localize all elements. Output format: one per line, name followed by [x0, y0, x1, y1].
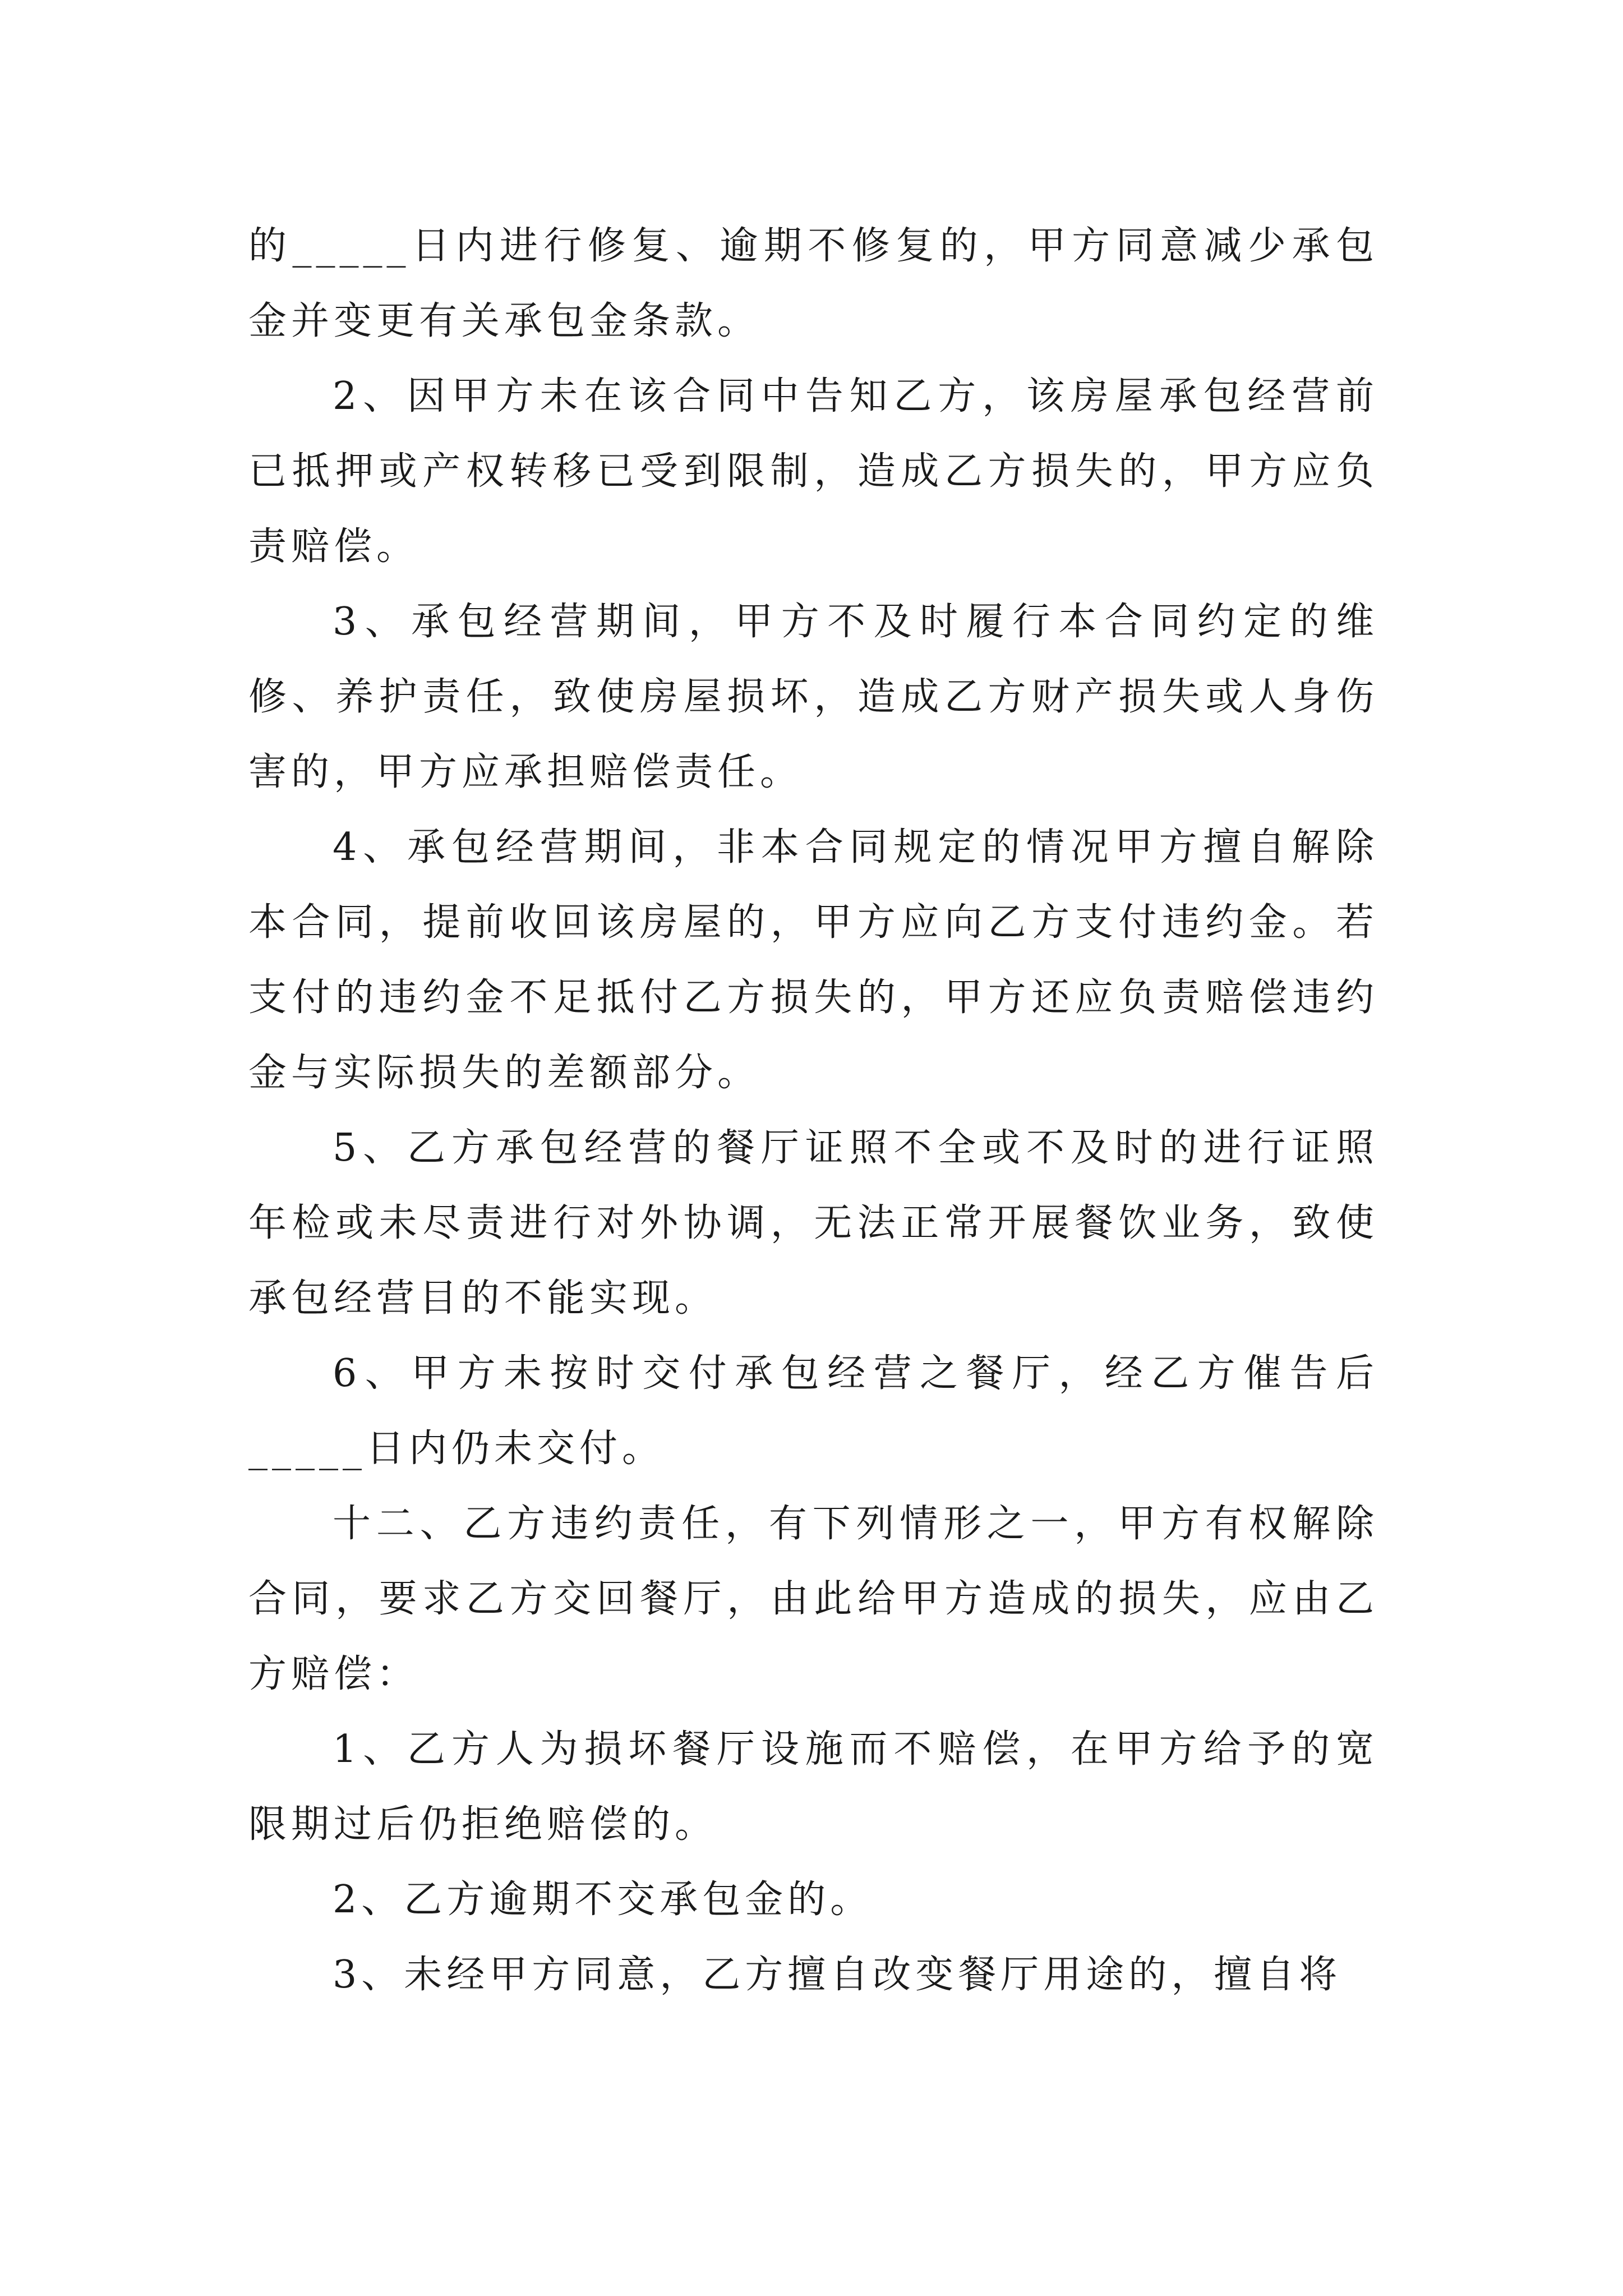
paragraph-section-12-item-2: 2、乙方逾期不交承包金的。 — [333, 1878, 873, 1922]
paragraph-clause-5: 5、乙方承包经营的餐厅证照不全或不及时的进行证照年检或未尽责进行对外协调，无法正常开展餐饮业务，致使承包经营目的不能实现。 — [248, 1126, 1378, 1320]
paragraph-section-12-item-1: 1、乙方人为损坏餐厅设施而不赔偿，在甲方给予的宽限期过后仍拒绝赔偿的。 — [248, 1727, 1378, 1847]
paragraph-clause-6: 6、甲方未按时交付承包经营之餐厅，经乙方催告后_____日内仍未交付。 — [248, 1351, 1378, 1471]
document-body — [248, 209, 1378, 2013]
paragraph-continuation: 的_____日内进行修复、逾期不修复的，甲方同意减少承包金并变更有关承包金条款。 — [248, 224, 1378, 343]
paragraph-clause-4: 4、承包经营期间，非本合同规定的情况甲方擅自解除本合同，提前收回该房屋的，甲方应向乙方支付违约金。若支付的违约金不足抵付乙方损失的，甲方还应负责赔偿违约金与实际损失的差额部分。 — [248, 825, 1378, 1095]
paragraph-section-12: 十二、乙方违约责任，有下列情形之一，甲方有权解除合同，要求乙方交回餐厅，由此给甲方造成的损失，应由乙方赔偿： — [248, 1502, 1378, 1696]
paragraph-clause-3: 3、承包经营期间，甲方不及时履行本合同约定的维修、养护责任，致使房屋损坏，造成乙方财产损失或人身伤害的，甲方应承担赔偿责任。 — [248, 600, 1378, 794]
paragraph-clause-2: 2、因甲方未在该合同中告知乙方，该房屋承包经营前已抵押或产权转移已受到限制，造成乙方损失的，甲方应负责赔偿。 — [248, 374, 1378, 569]
paragraph-section-12-item-3: 3、未经甲方同意，乙方擅自改变餐厅用途的，擅自将 — [333, 1953, 1342, 1997]
